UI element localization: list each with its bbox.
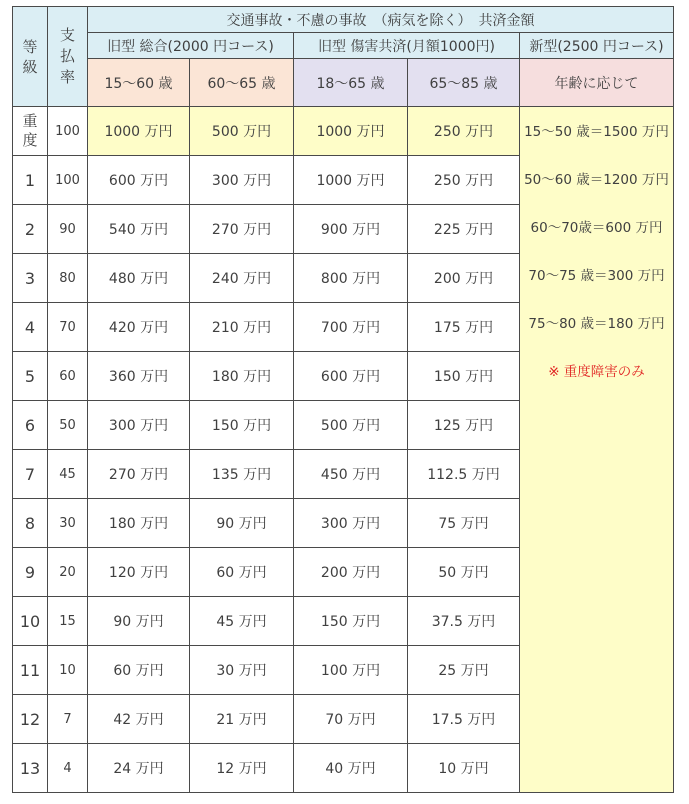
amount-cell: 360 万円 [88, 352, 190, 401]
header-row-ages [13, 59, 674, 107]
amount-cell: 250 万円 [408, 156, 520, 205]
amount-cell: 300 万円 [190, 156, 294, 205]
rate-cell: 7 [48, 695, 88, 744]
amount-cell: 450 万円 [294, 450, 408, 499]
grade-cell: 5 [13, 352, 48, 401]
amount-cell: 50 万円 [408, 548, 520, 597]
new-plan-line: 70～75 歳＝300 万円 [528, 268, 665, 284]
amount-cell: 100 万円 [294, 646, 408, 695]
grade-cell: 重 度 [13, 107, 48, 156]
amount-cell: 45 万円 [190, 597, 294, 646]
amount-cell: 180 万円 [190, 352, 294, 401]
amount-cell: 1000 万円 [294, 107, 408, 156]
grade-cell: 10 [13, 597, 48, 646]
amount-cell: 1000 万円 [88, 107, 190, 156]
grade-cell: 1 [13, 156, 48, 205]
amount-cell: 900 万円 [294, 205, 408, 254]
amount-cell: 60 万円 [88, 646, 190, 695]
table-row [13, 107, 674, 156]
new-plan-note: ※ 重度障害のみ [548, 364, 645, 380]
grade-cell: 4 [13, 303, 48, 352]
rate-cell: 50 [48, 401, 88, 450]
grade-cell: 13 [13, 744, 48, 793]
amount-cell: 180 万円 [88, 499, 190, 548]
amount-cell: 37.5 万円 [408, 597, 520, 646]
amount-cell: 210 万円 [190, 303, 294, 352]
amount-cell: 25 万円 [408, 646, 520, 695]
amount-cell: 600 万円 [88, 156, 190, 205]
amount-cell: 150 万円 [190, 401, 294, 450]
amount-cell: 200 万円 [408, 254, 520, 303]
rate-cell: 4 [48, 744, 88, 793]
amount-cell: 112.5 万円 [408, 450, 520, 499]
grade-cell: 11 [13, 646, 48, 695]
amount-cell: 600 万円 [294, 352, 408, 401]
group-old-injury: 旧型 傷害共済(月額1000円) [294, 33, 520, 59]
grade-cell: 2 [13, 205, 48, 254]
amount-cell: 10 万円 [408, 744, 520, 793]
rate-cell: 80 [48, 254, 88, 303]
age-header: 18～65 歳 [294, 59, 408, 107]
new-plan-cell [520, 107, 674, 793]
amount-cell: 240 万円 [190, 254, 294, 303]
amount-cell: 24 万円 [88, 744, 190, 793]
amount-cell: 42 万円 [88, 695, 190, 744]
amount-cell: 75 万円 [408, 499, 520, 548]
amount-cell: 800 万円 [294, 254, 408, 303]
amount-cell: 175 万円 [408, 303, 520, 352]
rate-cell: 70 [48, 303, 88, 352]
amount-cell: 150 万円 [408, 352, 520, 401]
new-plan-line: 15～50 歳＝1500 万円 [524, 124, 669, 140]
amount-cell: 60 万円 [190, 548, 294, 597]
amount-cell: 135 万円 [190, 450, 294, 499]
grade-cell: 3 [13, 254, 48, 303]
grade-cell: 8 [13, 499, 48, 548]
amount-cell: 270 万円 [190, 205, 294, 254]
insurance-table [12, 6, 674, 793]
amount-cell: 270 万円 [88, 450, 190, 499]
amount-cell: 250 万円 [408, 107, 520, 156]
amount-cell: 200 万円 [294, 548, 408, 597]
rate-cell: 20 [48, 548, 88, 597]
amount-cell: 540 万円 [88, 205, 190, 254]
amount-cell: 70 万円 [294, 695, 408, 744]
age-header: 15～60 歳 [88, 59, 190, 107]
amount-cell: 1000 万円 [294, 156, 408, 205]
age-header: 65～85 歳 [408, 59, 520, 107]
amount-cell: 480 万円 [88, 254, 190, 303]
new-plan-line: 50～60 歳＝1200 万円 [524, 172, 669, 188]
rate-cell: 15 [48, 597, 88, 646]
rate-cell: 100 [48, 156, 88, 205]
amount-cell: 150 万円 [294, 597, 408, 646]
new-plan-line: 75～80 歳＝180 万円 [528, 316, 665, 332]
grade-cell: 9 [13, 548, 48, 597]
grade-header: 等 級 [13, 7, 48, 107]
amount-cell: 17.5 万円 [408, 695, 520, 744]
rate-cell: 100 [48, 107, 88, 156]
new-age-header: 年齢に応じて [520, 59, 674, 107]
rate-cell: 10 [48, 646, 88, 695]
rate-cell: 90 [48, 205, 88, 254]
grade-cell: 6 [13, 401, 48, 450]
rate-cell: 60 [48, 352, 88, 401]
amount-cell: 90 万円 [88, 597, 190, 646]
amount-cell: 700 万円 [294, 303, 408, 352]
amount-cell: 300 万円 [88, 401, 190, 450]
age-header: 60～65 歳 [190, 59, 294, 107]
main-title: 交通事故・不慮の事故 （病気を除く） 共済金額 [88, 7, 674, 33]
rate-cell: 45 [48, 450, 88, 499]
grade-cell: 12 [13, 695, 48, 744]
amount-cell: 90 万円 [190, 499, 294, 548]
rate-header: 支 払 率 [48, 7, 88, 107]
amount-cell: 40 万円 [294, 744, 408, 793]
header-row-groups [13, 33, 674, 59]
amount-cell: 125 万円 [408, 401, 520, 450]
amount-cell: 30 万円 [190, 646, 294, 695]
group-new: 新型(2500 円コース) [520, 33, 674, 59]
amount-cell: 420 万円 [88, 303, 190, 352]
grade-cell: 7 [13, 450, 48, 499]
amount-cell: 225 万円 [408, 205, 520, 254]
new-plan-line: 60～70歳＝600 万円 [530, 220, 663, 236]
amount-cell: 120 万円 [88, 548, 190, 597]
amount-cell: 500 万円 [294, 401, 408, 450]
header-row-title [13, 7, 674, 33]
group-old-general: 旧型 総合(2000 円コース) [88, 33, 294, 59]
amount-cell: 12 万円 [190, 744, 294, 793]
rate-cell: 30 [48, 499, 88, 548]
amount-cell: 300 万円 [294, 499, 408, 548]
amount-cell: 500 万円 [190, 107, 294, 156]
amount-cell: 21 万円 [190, 695, 294, 744]
